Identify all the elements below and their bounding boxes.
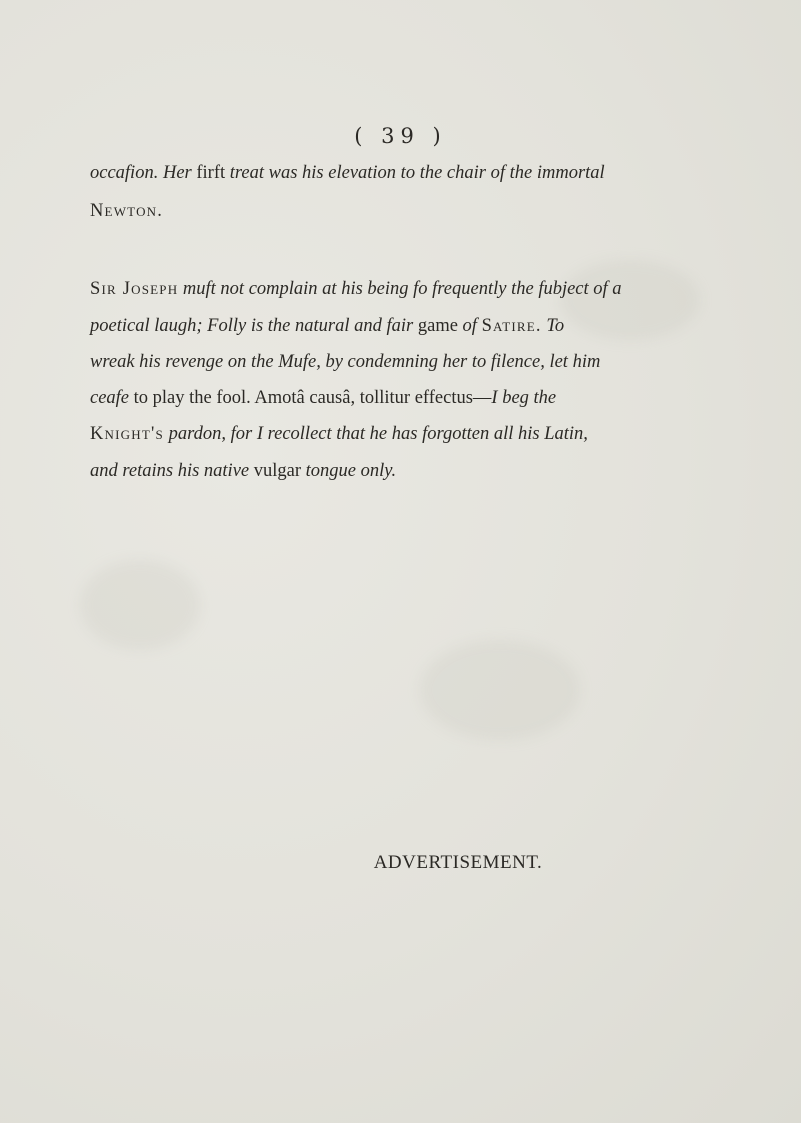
text-span: Newton. <box>90 201 164 221</box>
section-heading: ADVERTISEMENT. <box>373 852 543 873</box>
text-span: poetical laugh; <box>90 316 203 336</box>
text-span: pardon, for I recollect that he has forgotten all his Latin, <box>168 424 588 444</box>
text-line <box>90 461 396 482</box>
text-span: treat was his elevation to the chair of the immortal <box>229 163 605 183</box>
text-span: occafion. <box>90 163 159 183</box>
text-line <box>90 352 600 373</box>
text-span: to play the fool. Amotâ causâ, tollitur effectus— <box>133 388 492 408</box>
paper-stain <box>560 260 700 340</box>
text-span: ceafe <box>90 388 130 408</box>
text-span: firft <box>196 163 226 183</box>
text-span: muft not complain at his being fo frequently the fubject of a <box>182 279 622 299</box>
text-line <box>90 316 564 337</box>
text-line <box>90 279 622 300</box>
text-span: Sir Joseph <box>90 279 179 299</box>
text-span: Folly is the natural and fair <box>207 316 414 336</box>
text-span: Her <box>162 163 192 183</box>
text-span: To <box>546 316 565 336</box>
text-span: tongue only. <box>305 461 397 481</box>
text-span: I beg the <box>491 388 557 408</box>
text-span: vulgar <box>253 461 302 481</box>
text-span: Satire. <box>481 316 542 336</box>
text-line <box>90 163 605 184</box>
paper-stain <box>420 640 580 740</box>
text-span: wreak his revenge on the Mufe, by condemning her to filence, let him <box>90 352 601 372</box>
text-span: game <box>417 316 458 336</box>
text-line <box>90 201 163 222</box>
paper-stain <box>80 560 200 650</box>
text-span: Knight's <box>90 424 164 444</box>
page-number: ( 39 ) <box>354 124 447 148</box>
text-line <box>90 424 588 445</box>
text-span: and retains his native <box>90 461 250 481</box>
text-span: of <box>462 316 477 336</box>
text-line <box>90 388 556 409</box>
